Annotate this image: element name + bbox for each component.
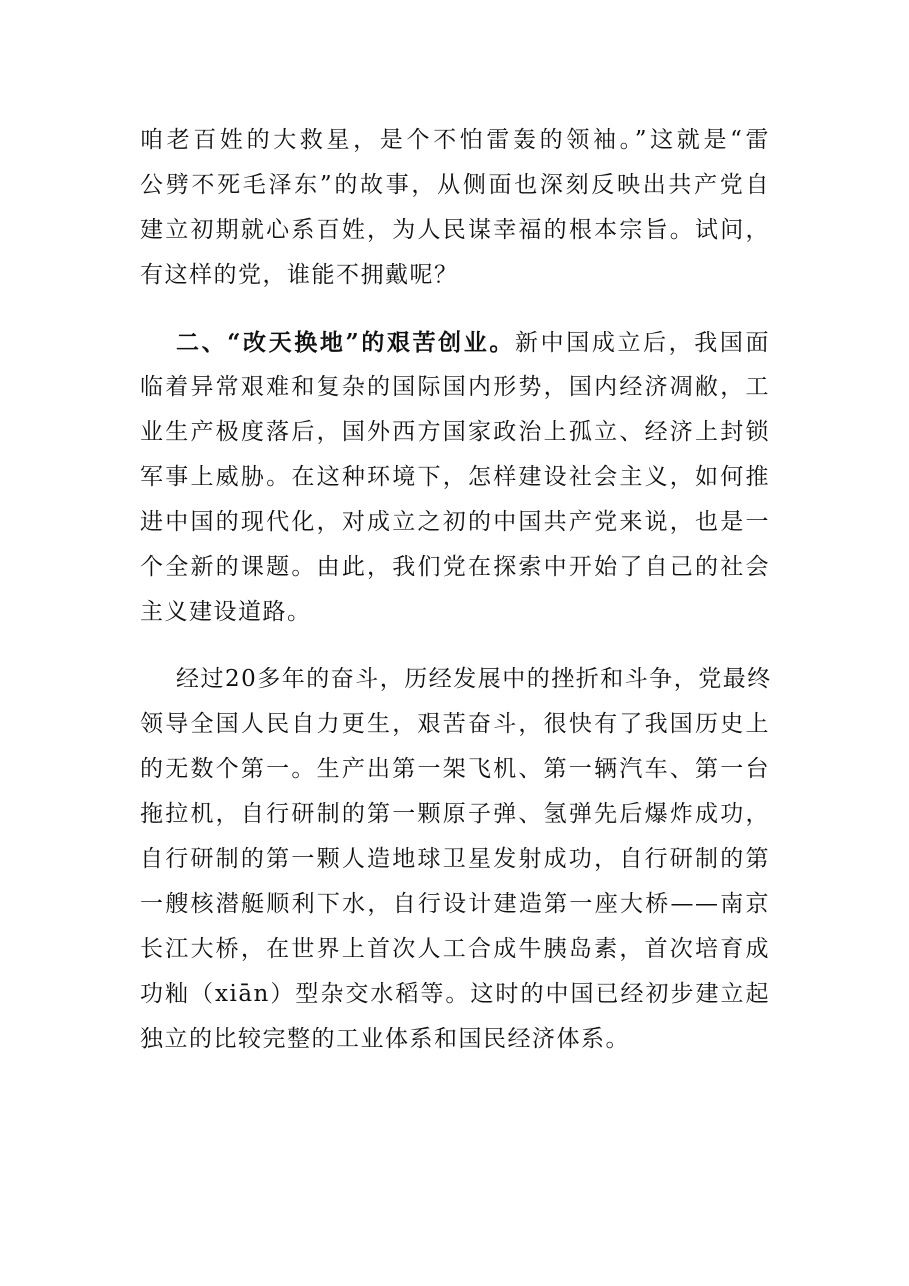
paragraph-3 — [140, 657, 770, 1062]
paragraph-2 — [140, 320, 770, 635]
paragraph-spacer — [140, 635, 770, 657]
text-line: 自行研制的第一颗人造地球卫星发射成功，自行研制的第 — [140, 846, 770, 872]
text-line: 领导全国人民自力更生，艰苦奋斗，很快有了我国历史上 — [140, 711, 770, 737]
text-line: 有这样的党，谁能不拥戴呢？ — [140, 262, 459, 288]
text-line: 军事上威胁。在这种环境下，怎样建设社会主义，如何推 — [140, 464, 770, 490]
text-line: 长江大桥，在世界上首次人工合成牛胰岛素，首次培育成 — [140, 936, 770, 962]
text-line: 的无数个第一。生产出第一架飞机、第一辆汽车、第一台 — [140, 756, 770, 782]
text-line: 公劈不死毛泽东”的故事，从侧面也深刻反映出共产党自 — [140, 172, 770, 198]
text-line: 经过20多年的奋斗，历经发展中的挫折和斗争，党最终 — [176, 666, 772, 692]
text-line: 临着异常艰难和复杂的国际国内形势，国内经济凋敝，工 — [140, 374, 770, 400]
text-line: 咱老百姓的大救星，是个不怕雷轰的领袖。”这就是“雷 — [140, 127, 770, 153]
text-line: 个全新的课题。由此，我们党在探索中开始了自己的社会 — [140, 554, 770, 580]
text-fragment: 新中国成立后，我国面 — [515, 330, 770, 356]
text-line: 拖拉机，自行研制的第一颗原子弹、氢弹先后爆炸成功， — [140, 801, 770, 827]
text-line: 建立初期就心系百姓，为人民谋幸福的根本宗旨。试问， — [140, 217, 770, 243]
text-line: 进中国的现代化，对成立之初的中国共产党来说，也是一 — [140, 509, 770, 535]
text-line: 主义建设道路。 — [140, 599, 312, 625]
text-line: 独立的比较完整的工业体系和国民经济体系。 — [140, 1026, 630, 1052]
paragraph-spacer — [140, 298, 770, 320]
section-heading: 二、“改天换地”的艰苦创业。 — [176, 329, 515, 356]
document-body — [140, 118, 770, 1062]
text-line: 功籼（xiān）型杂交水稻等。这时的中国已经初步建立起 — [140, 981, 770, 1007]
text-line-with-heading — [140, 320, 770, 365]
paragraph-1 — [140, 118, 770, 298]
text-line: 一艘核潜艇顺利下水，自行设计建造第一座大桥——南京 — [140, 891, 770, 917]
text-line: 业生产极度落后，国外西方国家政治上孤立、经济上封锁 — [140, 419, 770, 445]
